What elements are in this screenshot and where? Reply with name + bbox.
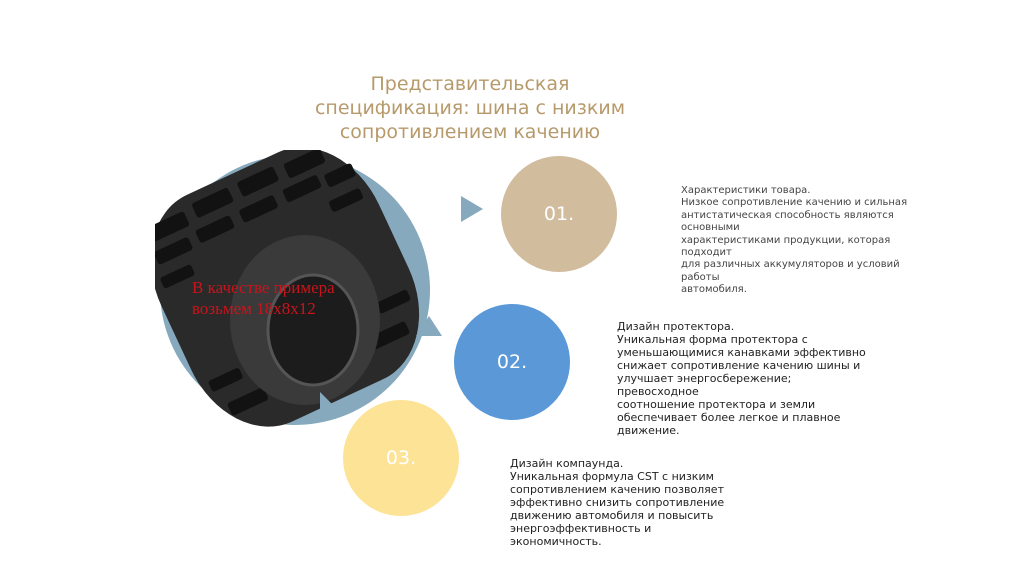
tire-caption [192, 277, 382, 319]
caption-line-2: возьмем 18х8х12 [192, 299, 316, 318]
step-3-text-line: Уникальная формула CST с низким [510, 470, 714, 483]
step-1-circle [501, 156, 617, 272]
triangle-arrow-icon [461, 196, 483, 222]
step-1-text-line: для различных аккумуляторов и условий работы [681, 259, 900, 283]
step-1-text-line: автомобиля. [681, 284, 747, 296]
step-3-text-line: энергоэффективность и экономичность. [510, 522, 652, 548]
step-2-circle [454, 304, 570, 420]
step-1-description [681, 185, 941, 297]
step-2-text-line: улучшает энергосбережение; превосходное [617, 372, 792, 398]
triangle-arrow-icon [320, 392, 344, 416]
step-1-text-line: характеристиками продукции, которая подходит [681, 234, 891, 259]
step-2-text-line: снижает сопротивление качению шины и [617, 359, 861, 372]
step-2-text-line: движение. [617, 424, 680, 437]
step-1-heading: Характеристики товара. [681, 185, 811, 196]
title-line-2: спецификация: шина с низким [314, 97, 626, 119]
step-2-text-line: соотношение протектора и земли [617, 398, 816, 411]
step-1-number: 01. [543, 203, 575, 225]
step-3-text-line: сопротивлением качению позволяет [510, 483, 724, 496]
slide-title [290, 72, 650, 144]
step-1-text-line: Низкое сопротивление качению и сильная [681, 197, 908, 209]
title-line-1: Представительская [370, 73, 570, 95]
step-2-text-line: Уникальная форма протектора с [617, 333, 808, 346]
step-3-number: 03. [385, 447, 417, 469]
triangle-arrow-icon [416, 316, 442, 336]
step-3-description [510, 457, 740, 548]
step-3-heading: Дизайн компаунда. [510, 457, 624, 470]
step-1-text-line: антистатическая способность являются основными [681, 209, 894, 234]
step-3-text-line: эффективно снизить сопротивление [510, 496, 725, 509]
step-3-text-line: движению автомобиля и повысить [510, 509, 714, 522]
step-3-circle [343, 400, 459, 516]
step-2-number: 02. [496, 351, 528, 373]
step-2-text-line: обеспечивает более легкое и плавное [617, 411, 841, 424]
step-2-heading: Дизайн протектора. [617, 320, 735, 333]
title-line-3: сопротивлением качению [339, 121, 601, 143]
caption-line-1: В качестве примера [192, 278, 335, 297]
step-2-text-line: уменьшающимися канавками эффективно [617, 346, 866, 359]
step-2-description [617, 320, 867, 437]
